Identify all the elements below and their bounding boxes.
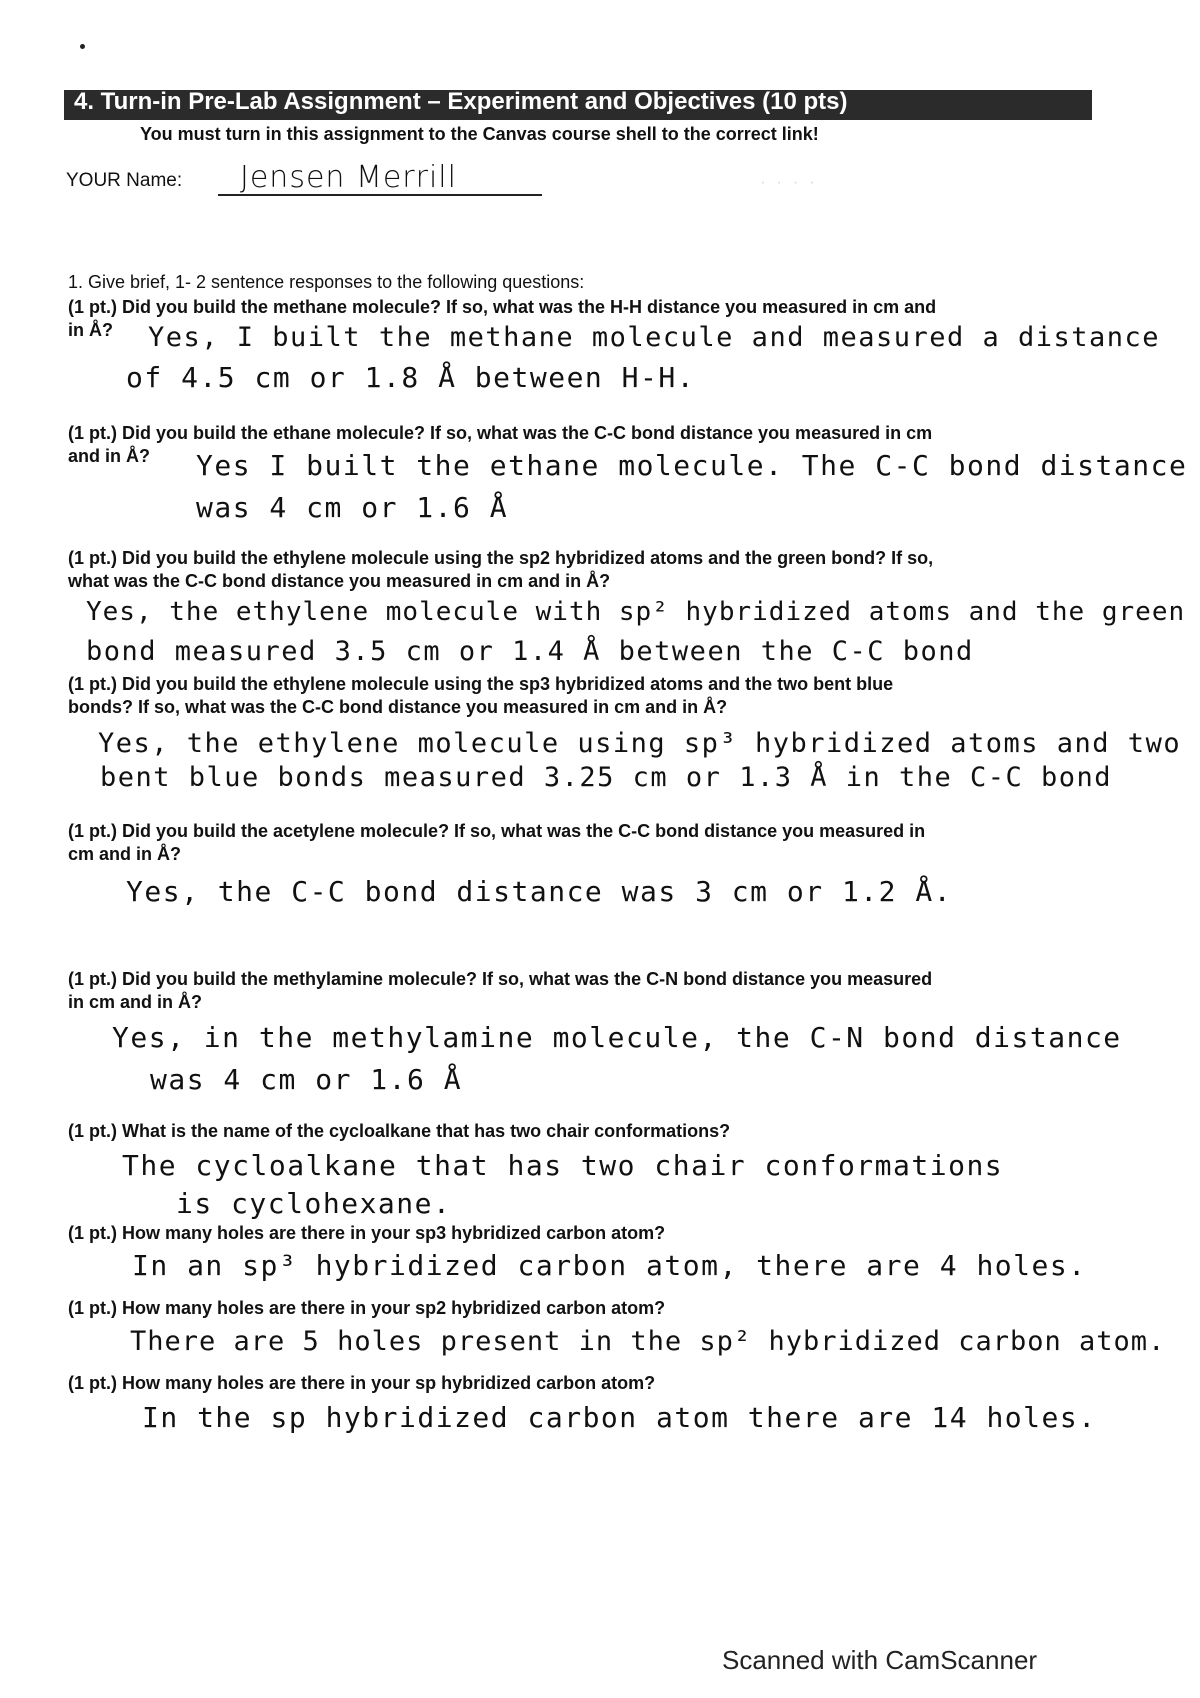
question-line: (1 pt.) What is the name of the cycloalkane that has two chair conformations? <box>68 1121 731 1141</box>
question-line: (1 pt.) How many holes are there in your sp3 hybridized carbon atom? <box>68 1223 666 1243</box>
name-label: YOUR Name: <box>66 170 183 191</box>
question-line: in cm and in Å? <box>68 992 203 1012</box>
question-line: what was the C-C bond distance you measured in cm and in Å? <box>68 571 611 591</box>
scan-speck <box>80 44 85 49</box>
question-sp2-holes <box>68 1297 665 1320</box>
instructions: 1. Give brief, 1- 2 sentence responses to the following questions: <box>68 272 585 292</box>
answer-acetylene: Yes, the C-C bond distance was 3 cm or 1.2 Å. <box>126 875 953 908</box>
answer-sp-holes: In the sp hybridized carbon atom there are 14 holes. <box>142 1401 1097 1434</box>
question-line: (1 pt.) Did you build the methylamine molecule? If so, what was the C-N bond distance you measured <box>68 969 933 989</box>
question-line: in Å? <box>68 320 113 340</box>
answer-ethylene-sp3-line-2: bent blue bonds measured 3.25 cm or 1.3 Å in the C-C bond <box>100 762 1113 793</box>
question-line: bonds? If so, what was the C-C bond distance you measured in cm and in Å? <box>68 697 728 717</box>
question-sp3-holes <box>68 1222 665 1245</box>
answer-ethane-line-2: was 4 cm or 1.6 Å <box>196 491 509 524</box>
answer-ethane-line-1: Yes I built the ethane molecule. The C-C bond distance <box>196 449 1188 482</box>
scanner-watermark: Scanned with CamScanner <box>722 1645 1038 1675</box>
question-ethylene-sp2 <box>68 547 933 593</box>
answer-methylamine-line-1: Yes, in the methylamine molecule, the C-N bond distance <box>112 1021 1122 1054</box>
question-ethylene-sp3 <box>68 673 893 719</box>
question-line: (1 pt.) Did you build the methane molecule? If so, what was the H-H distance you measured in cm and <box>68 297 937 317</box>
answer-sp3-holes: In an sp³ hybridized carbon atom, there are 4 holes. <box>132 1249 1087 1282</box>
faint-bleed-through: · · · · <box>760 172 818 191</box>
answer-cycloalkane-line-2: is cyclohexane. <box>176 1187 452 1220</box>
question-cycloalkane <box>68 1120 730 1143</box>
answer-methylamine-line-2: was 4 cm or 1.6 Å <box>150 1063 463 1096</box>
question-line: cm and in Å? <box>68 844 182 864</box>
question-line: (1 pt.) Did you build the ethylene molecule using the sp3 hybridized atoms and the two bent blue <box>68 674 894 694</box>
answer-ethylene-sp3-line-1: Yes, the ethylene molecule using sp³ hybridized atoms and two <box>98 728 1182 759</box>
student-name: Jensen Merrill <box>240 160 457 195</box>
question-line: and in Å? <box>68 446 150 466</box>
question-sp-holes <box>68 1372 655 1395</box>
submission-note: You must turn in this assignment to the Canvas course shell to the correct link! <box>140 124 819 144</box>
answer-ethylene-sp2-line-2: bond measured 3.5 cm or 1.4 Å between the C-C bond <box>86 636 974 667</box>
answer-cycloalkane-line-1: The cycloalkane that has two chair conformations <box>122 1149 1004 1182</box>
question-acetylene <box>68 820 925 866</box>
answer-methane-line-2: of 4.5 cm or 1.8 Å between H-H. <box>126 361 696 394</box>
question-line: (1 pt.) How many holes are there in your sp hybridized carbon atom? <box>68 1373 656 1393</box>
question-methylamine <box>68 968 932 1014</box>
question-line: (1 pt.) How many holes are there in your sp2 hybridized carbon atom? <box>68 1298 666 1318</box>
section-title: 4. Turn-in Pre-Lab Assignment – Experiment and Objectives (10 pts) <box>74 88 848 115</box>
answer-methane-line-1: Yes, I built the methane molecule and measured a distance <box>148 322 1161 353</box>
question-line: (1 pt.) Did you build the ethylene molecule using the sp2 hybridized atoms and the green bond? If so, <box>68 548 934 568</box>
answer-ethylene-sp2-line-1: Yes, the ethylene molecule with sp² hybridized atoms and the green <box>86 597 1186 627</box>
answer-sp2-holes: There are 5 holes present in the sp² hybridized carbon atom. <box>130 1326 1166 1357</box>
question-line: (1 pt.) Did you build the acetylene molecule? If so, what was the C-C bond distance you measured in <box>68 821 926 841</box>
question-line: (1 pt.) Did you build the ethane molecule? If so, what was the C-C bond distance you measured in cm <box>68 423 933 443</box>
